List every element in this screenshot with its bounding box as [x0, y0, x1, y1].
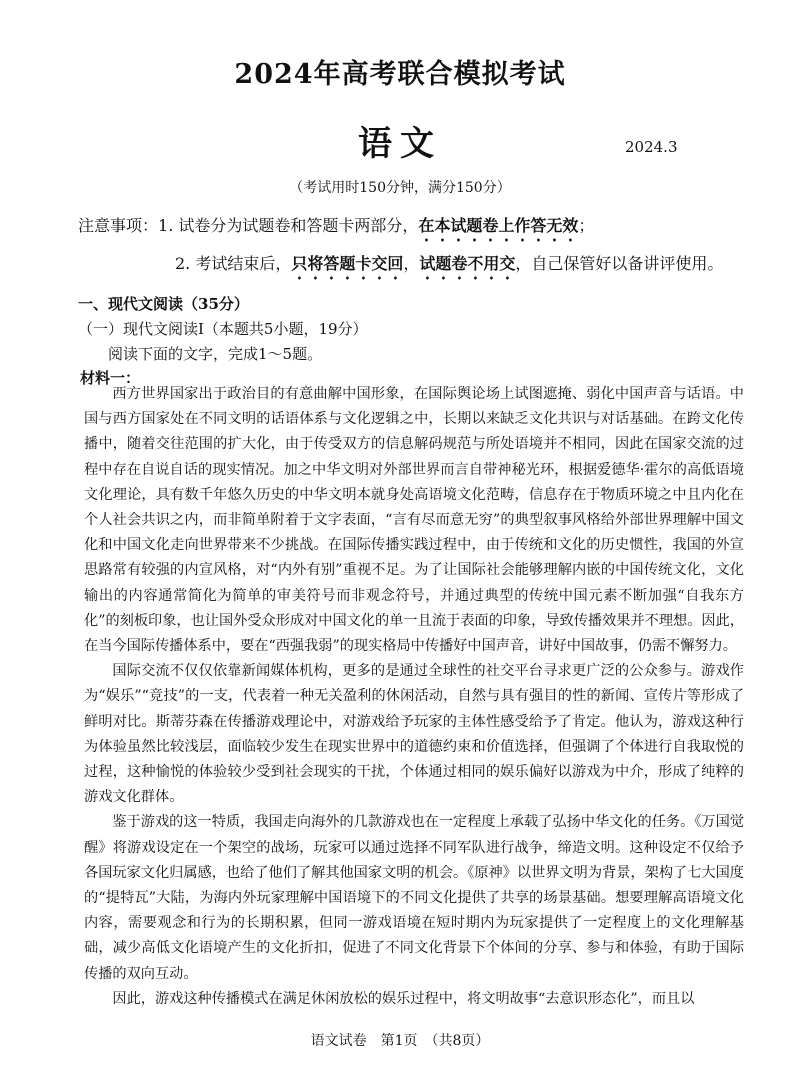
notice-item-1-text: 1. 试卷分为试题卷和答题卡两部分，: [158, 216, 419, 235]
notice-item-1: [78, 213, 594, 245]
exam-date: 2024.3: [625, 138, 678, 156]
section-instruction: 阅读下面的文字，完成1～5题。: [108, 345, 323, 363]
notice-item-2: [175, 251, 723, 283]
passage-paragraph: 因此，游戏这种传播模式在满足休闲放松的娱乐过程中，将文明故事“去意识形态化”，而且以: [112, 990, 695, 1007]
section-subheading: （一）现代文阅读Ⅰ（本题共5小题，19分）: [78, 320, 368, 338]
notice-item-2-emphasis-2: 试题卷不用交: [419, 254, 516, 273]
section-heading: 一、现代文阅读（35分）: [78, 295, 249, 313]
notice-item-1-suffix: ；: [578, 216, 595, 235]
subject-title: 语文: [358, 124, 442, 164]
passage-paragraph: 西方世界国家出于政治目的有意曲解中国形象，在国际舆论场上试图遮掩、弱化中国声音与话语。中国与西方国家处在不同文明的话语体系与文化逻辑之中，长期以来缺乏文化共识与对话基础。在跨文化传播中，随着交往范围的扩大化，由于传受双方的信息解码规范与所处语境并不相同，因此在国家交流的过程中存在自说自话的现实情况。加之中华文明对外部世界而言自带神秘光环，根据爱德华·霍尔的高低语境文化理论，具有数千年悠久历史的中华文明本就身处高语境文化范畴，信息存在于物质环境之中且内化在个人社会共识之内，而非简单附着于文字表面，“言有尽而意无穷”的典型叙事风格给外部世界理解中国文化和中国文化走向世界带来不少挑战。在国际传播实践过程中，由于传统和文化的历史惯性，我国的外宣思路常有较强的内宣风格，对“内外有别”重视不足。为了让国际社会能够理解内嵌的中国传统文化，文化输出的内容通常简化为简单的审美符号而非观念符号，并通过典型的传统中国元素不断加强“自我东方化”的刻板印象，也让国外受众形成对中国文化的单一且流于表面的印象，导致传播效果并不理想。因此，在当今国际传播体系中，要在“西强我弱”的现实格局中传播好中国声音，讲好中国故事，仍需不懈努力。: [84, 386, 744, 655]
notice-item-2-mid: ，: [403, 254, 420, 273]
page-footer: 语文试卷 第1页 （共8页）: [310, 1033, 490, 1049]
exam-title: 2024年高考联合模拟考试: [234, 59, 566, 90]
notice-label: 注意事项：: [78, 216, 159, 235]
notice-item-2-suffix: ，自己保管好以备讲评使用。: [515, 254, 724, 273]
notice-item-2-emphasis-1: 只将答题卡交回: [291, 254, 404, 273]
notice-item-2-text: 2. 考试结束后，: [175, 254, 292, 273]
notice-item-1-emphasis: 在本试题卷上作答无效: [418, 216, 579, 235]
passage-paragraph: 国际交流不仅仅依靠新闻媒体机构，更多的是通过全球性的社交平台寻求更广泛的公众参与。游戏作为“娱乐”“竞技”的一支，代表着一种无关盈利的休闲活动，自然与具有强目的性的新闻、宣传片等形成了鲜明对比。斯蒂芬森在传播游戏理论中，对游戏给予玩家的主体性感受给予了肯定。他认为，游戏这种行为体验虽然比较浅层，面临较少发生在现实世界中的道德约束和价值选择，但强调了个体进行自我取悦的过程，这种愉悦的体验较少受到社会现实的干扰，个体通过相同的娱乐偏好以游戏为中介，形成了纯粹的游戏文化群体。: [84, 663, 744, 806]
material-label: 材料一：: [80, 369, 141, 387]
time-score-note: （考试用时150分钟，满分150分）: [289, 180, 511, 196]
reading-passage: [84, 382, 744, 1012]
passage-paragraph: 鉴于游戏的这一特质，我国走向海外的几款游戏也在一定程度上承载了弘扬中华文化的任务。《万国觉醒》将游戏设定在一个架空的战场，玩家可以通过选择不同军队进行战争，缔造文明。这种设定不仅给予各国玩家文化归属感，也给了他们了解其他国家文明的机会。《原神》以世界文明为背景，架构了七大国度的“提特瓦”大陆，为海内外玩家理解中国语境下的不同文化提供了共享的场景基础。想要理解高语境文化内容，需要观念和行为的长期积累，但同一游戏语境在短时期内为玩家提供了一定程度上的文化理解基础，减少高低文化语境产生的文化折扣，促进了不同文化背景下个体间的分享、参与和体验，有助于国际传播的双向互动。: [84, 814, 744, 982]
